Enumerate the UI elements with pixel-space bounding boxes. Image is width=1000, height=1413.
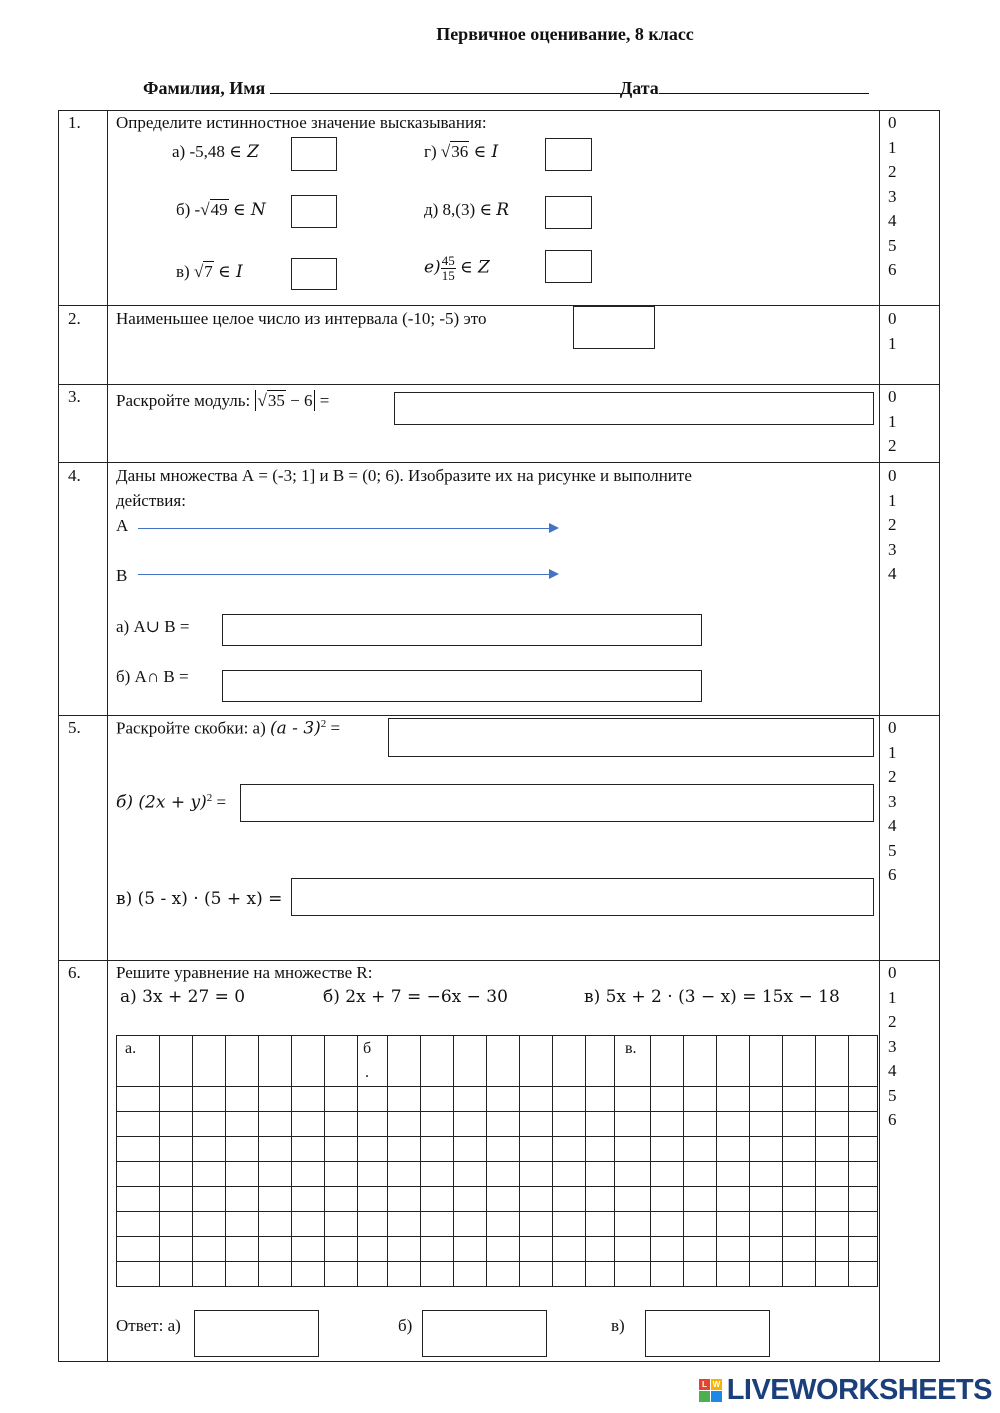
answer-box-1e[interactable] <box>545 250 592 283</box>
task-number: 4. <box>68 466 81 485</box>
grid-row-line <box>117 1161 877 1162</box>
score-column: 0 1 2 3 4 5 6 <box>888 113 897 279</box>
task-number: 1. <box>68 113 81 132</box>
row-divider <box>58 960 940 961</box>
equation-v: в) 5x + 2 · (3 − x) = 15x − 18 <box>584 987 840 1007</box>
score-column: 0 1 2 3 4 <box>888 466 897 583</box>
grid-label-b: б <box>363 1040 372 1057</box>
task-number: 2. <box>68 309 81 328</box>
answer-v-label: в) <box>611 1316 625 1335</box>
item-5v: в) (5 - x) · (5 + x) = <box>116 889 283 909</box>
score-column: 0 1 2 <box>888 387 897 455</box>
row-divider <box>58 305 940 306</box>
grid-row-line <box>117 1111 877 1112</box>
answer-box-4b[interactable] <box>222 670 702 702</box>
item-a: а) -5,48 ∈ Z <box>172 142 259 162</box>
score-column: 0 1 2 3 4 5 6 <box>888 963 897 1129</box>
answer-box-5b[interactable] <box>240 784 874 822</box>
task-prompt: Раскройте скобки: а) (a - 3)$^2$ = <box>116 718 341 739</box>
table-divider <box>107 110 108 1362</box>
equation-b: б) 2x + 7 = −6x − 30 <box>323 987 508 1007</box>
task-prompt: Решите уравнение на множестве R: <box>116 963 373 982</box>
item-d: д) 8,(3) ∈ R <box>424 200 510 220</box>
date-input-line[interactable] <box>659 75 869 94</box>
item-g: г) √36 ∈ I <box>424 142 499 162</box>
grid-row-line <box>117 1086 877 1087</box>
student-header <box>143 75 869 99</box>
union-label: а) А∪ В = <box>116 617 190 636</box>
set-a-label: А <box>116 516 129 535</box>
set-a-axis-arrow[interactable] <box>138 528 556 529</box>
task-prompt-line2: действия: <box>116 491 186 510</box>
answer-box-1a[interactable] <box>291 137 337 171</box>
grid-label-a: а. <box>125 1040 137 1057</box>
row-divider <box>58 715 940 716</box>
grid-row-line <box>117 1236 877 1237</box>
logo-mark-icon: L W <box>699 1379 722 1402</box>
item-5b: б) $(2x + y)^2$ = <box>116 792 227 813</box>
table-divider <box>879 110 880 1362</box>
answer-box-5a[interactable] <box>388 718 874 757</box>
answer-box-4a[interactable] <box>222 614 702 646</box>
task-prompt: Раскройте модуль: √35 − 6 = <box>116 391 330 410</box>
answer-box-2[interactable] <box>573 306 655 349</box>
answer-box-3[interactable] <box>394 392 874 425</box>
task-prompt: Определите истинностное значение высказывания: <box>116 113 487 132</box>
task-number: 3. <box>68 387 81 406</box>
answer-box-6b[interactable] <box>422 1310 547 1357</box>
item-v: в) √7 ∈ I <box>176 262 243 282</box>
task-number: 5. <box>68 718 81 737</box>
solution-grid[interactable] <box>116 1035 878 1287</box>
answer-box-1d[interactable] <box>545 196 592 229</box>
answer-b-label: б) <box>398 1316 413 1335</box>
row-divider <box>58 384 940 385</box>
answer-box-6a[interactable] <box>194 1310 319 1357</box>
answer-box-1b[interactable] <box>291 195 337 228</box>
set-b-axis-arrow[interactable] <box>138 574 556 575</box>
name-label: Фамилия, Имя <box>143 78 266 98</box>
grid-row-line <box>117 1261 877 1262</box>
equation-a: а) 3x + 27 = 0 <box>120 987 246 1007</box>
grid-label-v: в. <box>625 1040 637 1057</box>
answer-box-6v[interactable] <box>645 1310 770 1357</box>
task-prompt-line1: Даны множества А = (-3; 1] и В = (0; 6). Изобразите их на рисунке и выполните <box>116 466 692 485</box>
row-divider <box>58 462 940 463</box>
liveworksheets-logo <box>699 1374 992 1407</box>
grid-label-b-dot: . <box>365 1064 369 1081</box>
item-b: б) -√49 ∈ N <box>176 200 266 220</box>
task-prompt: Наименьшее целое число из интервала (-10; -5) это <box>116 309 487 328</box>
set-b-label: В <box>116 566 128 585</box>
task-number: 6. <box>68 963 81 982</box>
answer-box-1g[interactable] <box>545 138 592 171</box>
score-column: 0 1 2 3 4 5 6 <box>888 718 897 884</box>
date-label: Дата <box>619 78 659 98</box>
name-input-line[interactable] <box>270 75 620 94</box>
logo-text: LIVEWORKSHEETS <box>726 1374 992 1406</box>
answer-label: Ответ: а) <box>116 1316 181 1335</box>
grid-row-line <box>117 1211 877 1212</box>
page-title: Первичное оценивание, 8 класс <box>436 24 694 44</box>
grid-row-line <box>117 1186 877 1187</box>
answer-box-5v[interactable] <box>291 878 874 916</box>
intersection-label: б) А∩ В = <box>116 667 189 686</box>
grid-row-line <box>117 1136 877 1137</box>
answer-box-1v[interactable] <box>291 258 337 290</box>
score-column: 0 1 <box>888 309 897 353</box>
item-e: е) $\frac{45}{15}$ ∈ Z <box>424 253 490 283</box>
